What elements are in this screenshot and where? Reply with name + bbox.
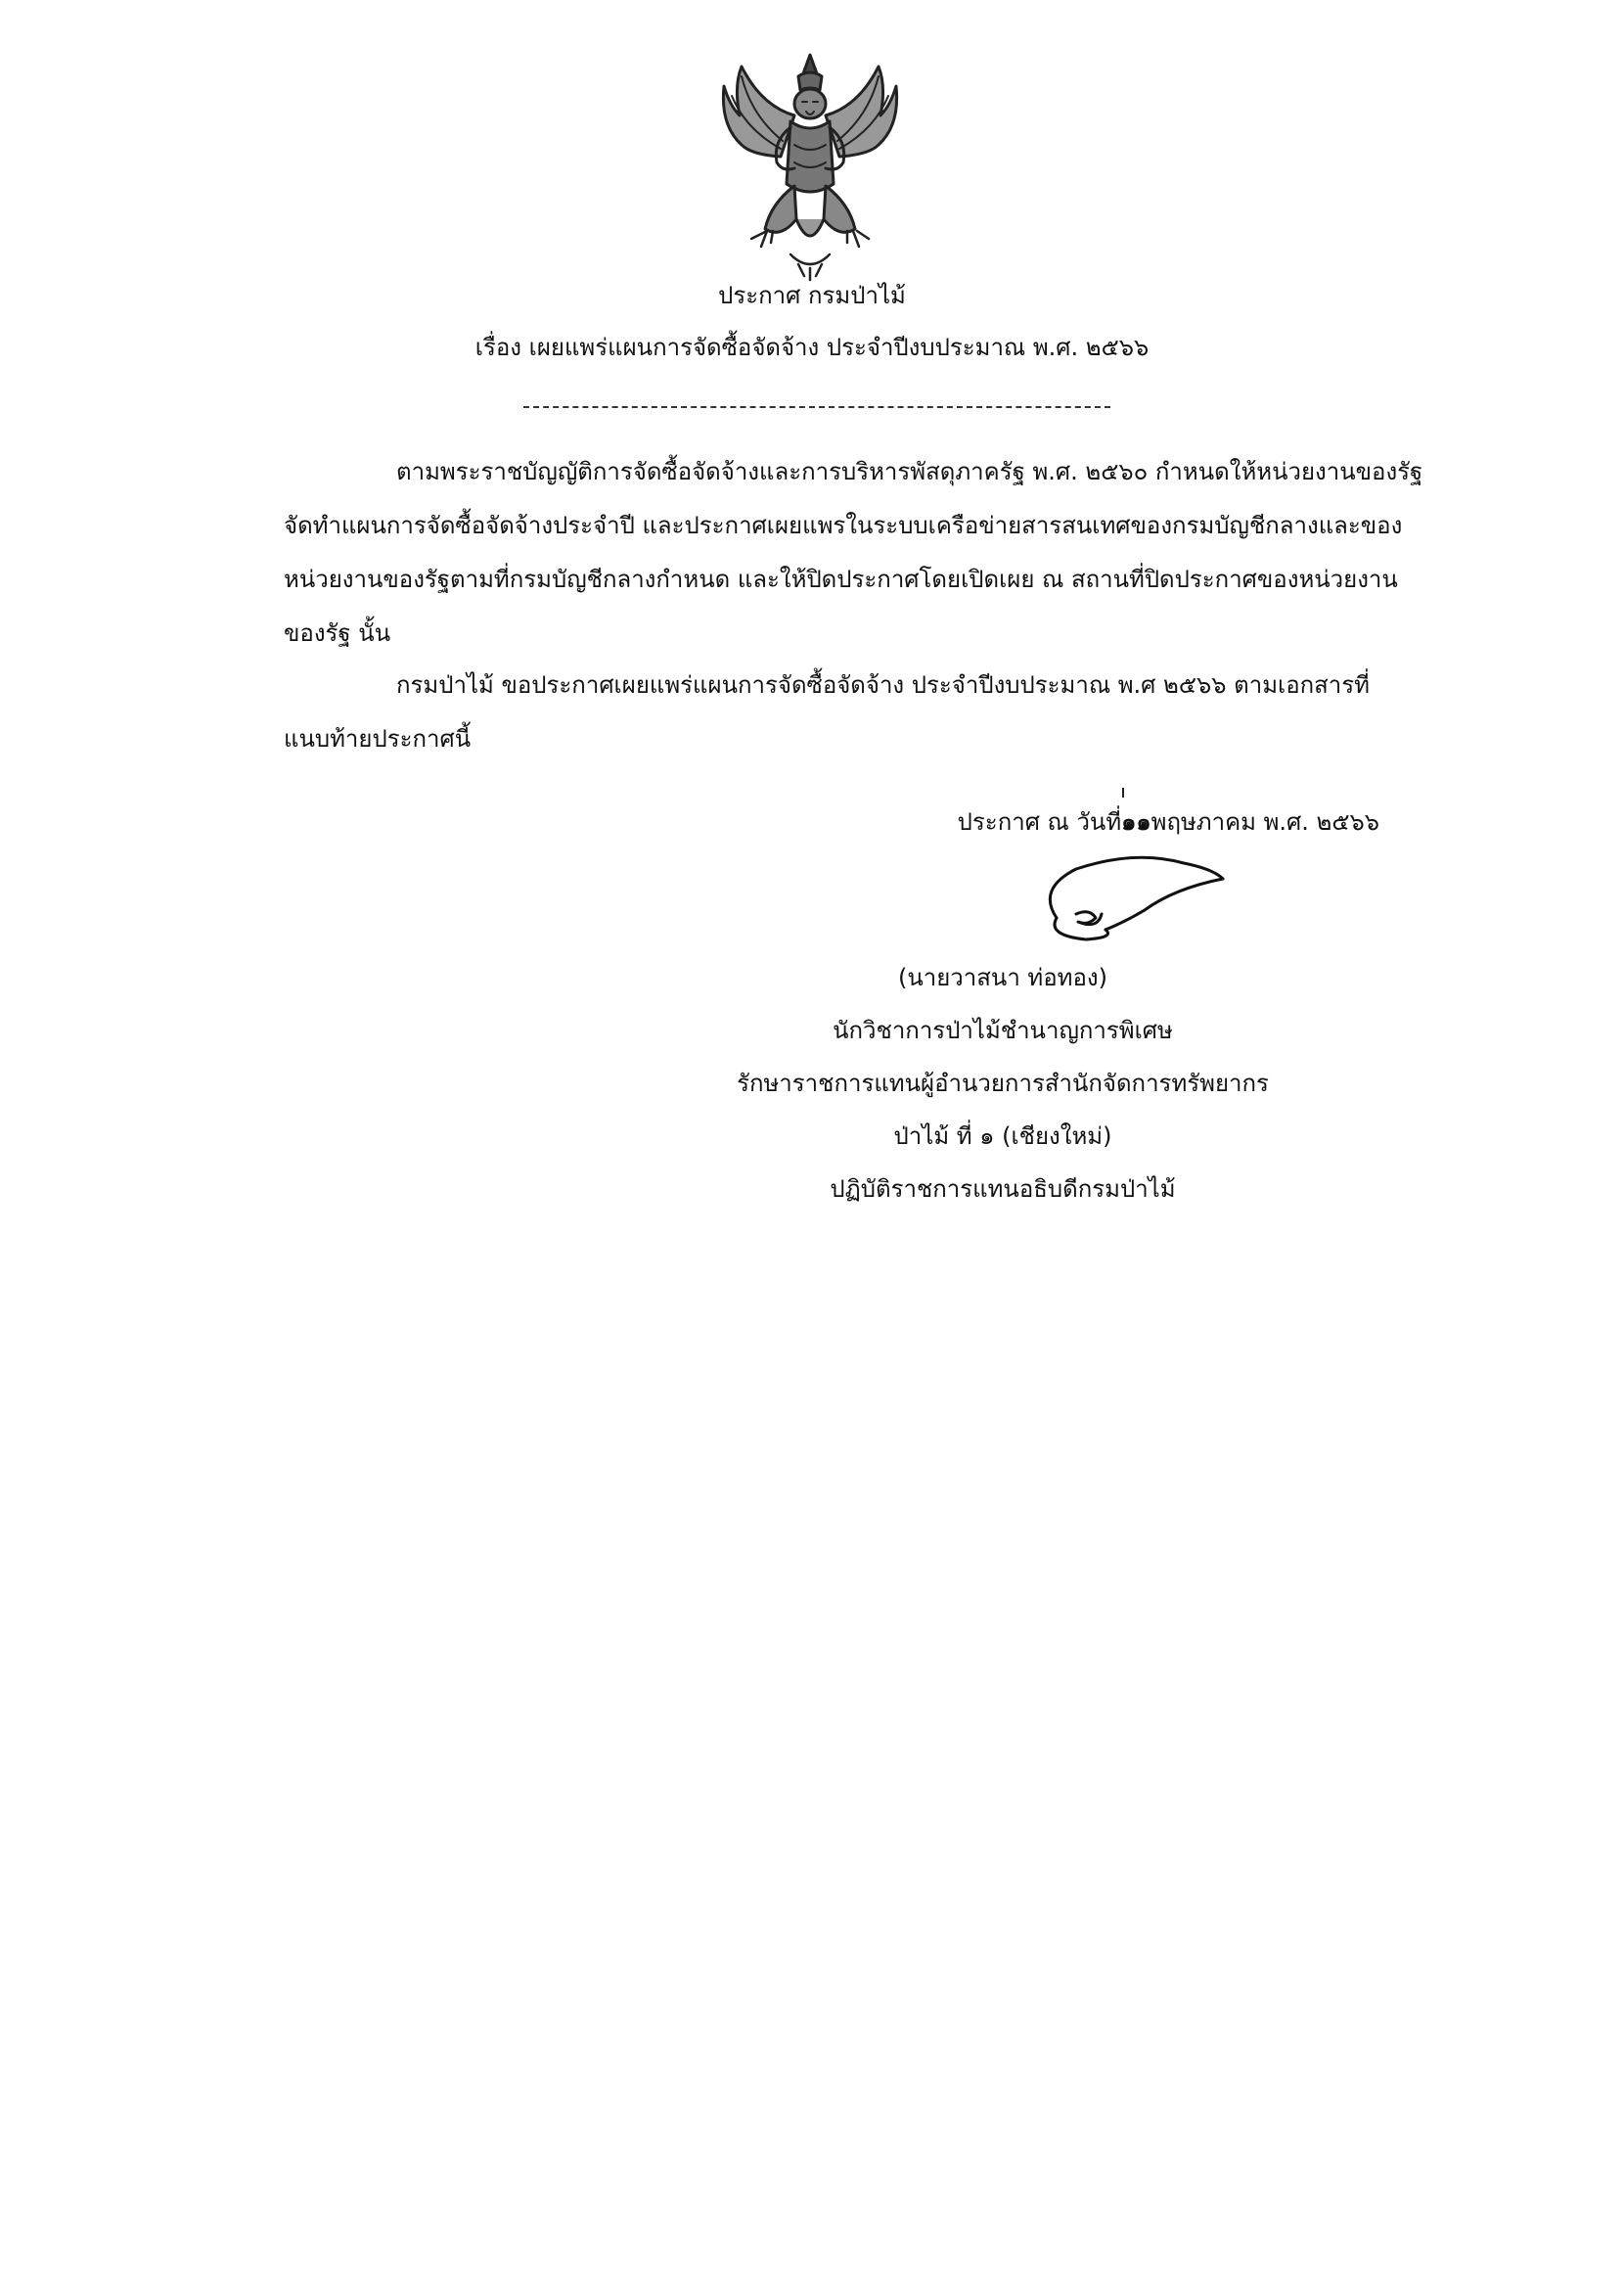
garuda-emblem-icon <box>712 47 908 282</box>
signatory-name: (นายวาสนา ท่อทอง) <box>898 964 1107 991</box>
announcement-title: ประกาศ กรมป่าไม้ <box>718 282 906 309</box>
paragraph1-line1: ตามพระราชบัญญัติการจัดซื้อจัดจ้างและการบริหารพัสดุภาครัฐ พ.ศ. ๒๕๖๐ กำหนดให้หน่วยงานของรัฐ <box>396 458 1423 485</box>
paragraph1-line4: ของรัฐ นั้น <box>284 619 391 647</box>
signatory-acting-line2: ป่าไม้ ที่ ๑ (เชียงใหม่) <box>893 1122 1112 1150</box>
paragraph1-line3: หน่วยงานของรัฐตามที่กรมบัญชีกลางกำหนด และให้ปิดประกาศโดยเปิดเผย ณ สถานที่ปิดประกาศของหน่วยงาน <box>284 566 1398 593</box>
announcement-subject: เรื่อง เผยแพร่แผนการจัดซื้อจัดจ้าง ประจำปีงบประมาณ พ.ศ. ๒๕๖๖ <box>474 334 1150 361</box>
paragraph2-line2: แนบท้ายประกาศนี้ <box>284 725 472 753</box>
signatory-on-behalf: ปฏิบัติราชการแทนอธิบดีกรมป่าไม้ <box>830 1175 1176 1203</box>
announcement-date <box>958 805 1379 839</box>
date-tick-mark <box>1122 788 1124 798</box>
signatory-position: นักวิชาการป่าไม้ชำนาญการพิเศษ <box>833 1017 1173 1044</box>
paragraph2-line1: กรมป่าไม้ ขอประกาศเผยแพร่แผนการจัดซื้อจัดจ้าง ประจำปีงบประมาณ พ.ศ ๒๕๖๖ ตามเอกสารที่ <box>396 671 1370 699</box>
date-day: ๑๑ <box>1121 808 1151 836</box>
dashed-divider <box>523 406 1110 408</box>
signatory-acting-line1: รักษาราชการแทนผู้อำนวยการสำนักจัดการทรัพยากร <box>737 1070 1269 1097</box>
date-prefix: ประกาศ ณ วันที่ <box>957 808 1122 836</box>
handwritten-signature-icon <box>1027 849 1233 947</box>
paragraph1-line2: จัดทำแผนการจัดซื้อจัดจ้างประจำปี และประกาศเผยแพรในระบบเครือข่ายสารสนเทศของกรมบัญชีกลางและของ <box>284 512 1403 539</box>
date-suffix: พฤษภาคม พ.ศ. ๒๕๖๖ <box>1150 808 1379 836</box>
